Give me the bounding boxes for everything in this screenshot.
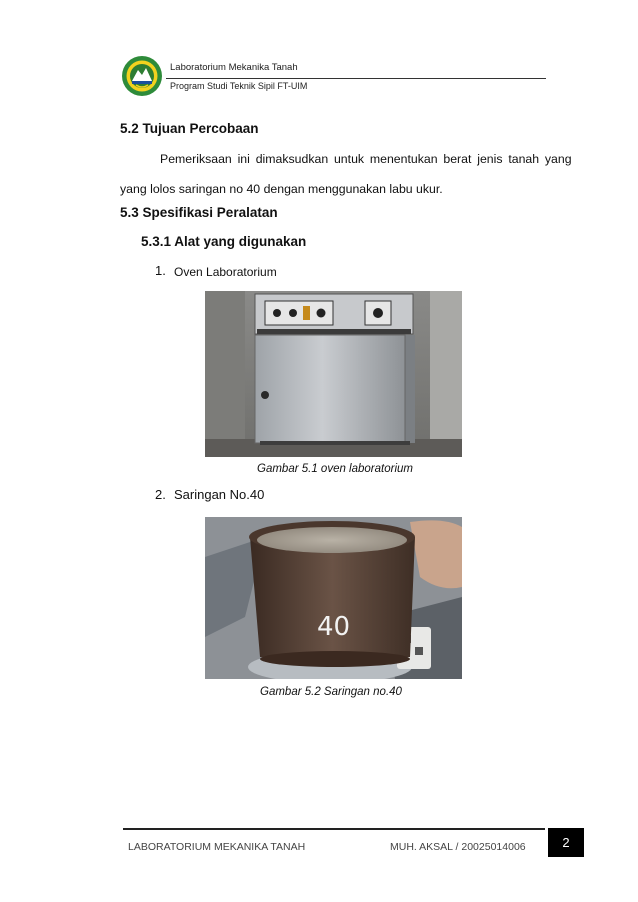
page-number: 2: [548, 828, 584, 857]
footer-divider: [123, 828, 545, 830]
list-item-2-number: 2.: [155, 487, 166, 502]
header-lab-name: Laboratorium Mekanika Tanah: [170, 62, 298, 73]
section-5-2-paragraph-line-2: yang lolos saringan no 40 dengan menggunakan labu ukur.: [120, 182, 443, 196]
list-item-2-label: Saringan No.40: [174, 487, 265, 502]
sieve-photo: [205, 517, 462, 679]
figure-5-2-caption: Gambar 5.2 Saringan no.40: [260, 686, 402, 698]
university-logo: [121, 55, 163, 97]
section-5-2-paragraph-line-1: Pemeriksaan ini dimaksudkan untuk menentukan berat jenis tanah yang: [160, 152, 572, 166]
figure-5-1-caption: Gambar 5.1 oven laboratorium: [257, 463, 413, 475]
list-item-1-number: 1.: [155, 263, 166, 278]
list-item-1-label: Oven Laboratorium: [174, 265, 277, 279]
oven-photo: [205, 291, 462, 457]
header-program-name: Program Studi Teknik Sipil FT-UIM: [170, 81, 308, 91]
section-5-3-title: 5.3 Spesifikasi Peralatan: [120, 205, 278, 220]
section-5-2-title: 5.2 Tujuan Percobaan: [120, 121, 259, 136]
footer-lab-name: LABORATORIUM MEKANIKA TANAH: [128, 841, 306, 853]
header-divider: [166, 78, 546, 79]
sieve-number-marking: 40: [317, 612, 351, 642]
footer-author-id: MUH. AKSAL / 20025014006: [390, 841, 526, 853]
section-5-3-1-title: 5.3.1 Alat yang digunakan: [141, 234, 307, 249]
